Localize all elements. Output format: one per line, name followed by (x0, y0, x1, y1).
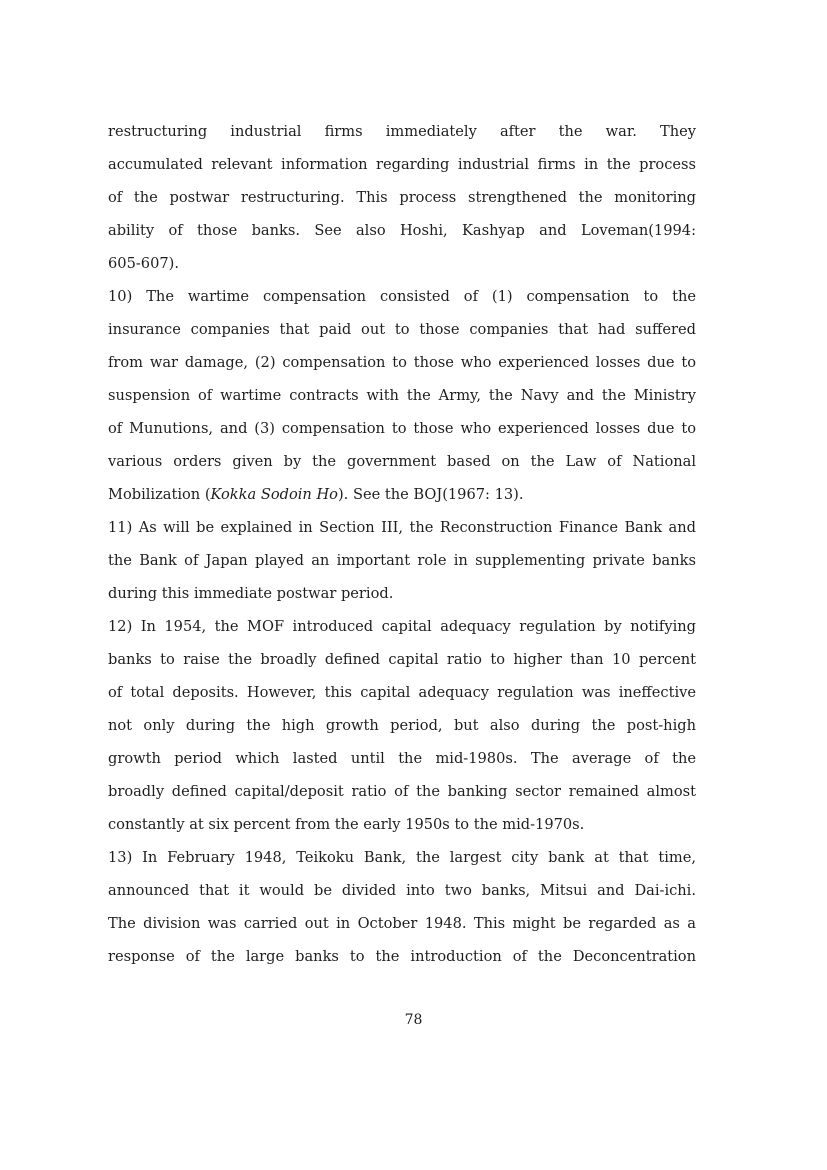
text-line: 10) The wartime compensation consisted of (1) compensation to the (108, 288, 696, 305)
text-line: not only during the high growth period, but also during the post-high (108, 717, 696, 734)
text-line: response of the large banks to the introduction of the Deconcentration (108, 948, 696, 965)
text-line: 12) In 1954, the MOF introduced capital adequacy regulation by notifying (108, 618, 696, 635)
text-line: 11) As will be explained in Section III, the Reconstruction Finance Bank and (108, 519, 696, 536)
text-line: ability of those banks. See also Hoshi, Kashyap and Loveman(1994: (108, 222, 696, 239)
text-line: various orders given by the government based on the Law of National (108, 453, 696, 470)
text-line: of total deposits. However, this capital adequacy regulation was ineffective (108, 684, 696, 701)
page-number: 78 (404, 1012, 423, 1028)
text-line: banks to raise the broadly defined capital ratio to higher than 10 percent (108, 651, 696, 668)
text-line: of Munutions, and (3) compensation to those who experienced losses due to (108, 420, 696, 437)
text-line: accumulated relevant information regarding industrial firms in the process (108, 156, 696, 173)
text-line: 13) In February 1948, Teikoku Bank, the largest city bank at that time, (108, 849, 696, 866)
text-line: growth period which lasted until the mid-1980s. The average of the (108, 750, 696, 767)
text-line: during this immediate postwar period. (108, 585, 394, 602)
text-line: restructuring industrial firms immediately after the war. They (108, 123, 696, 140)
text-line: of the postwar restructuring. This process strengthened the monitoring (108, 189, 696, 206)
italic-term: Kokka Sodoin Ho (210, 486, 338, 503)
text-line: broadly defined capital/deposit ratio of the banking sector remained almost (108, 783, 696, 800)
text-line: constantly at six percent from the early 1950s to the mid-1970s. (108, 816, 585, 833)
page-body (108, 118, 696, 976)
text-line: suspension of wartime contracts with the Army, the Navy and the Ministry (108, 387, 696, 404)
text-line: from war damage, (2) compensation to those who experienced losses due to (108, 354, 696, 371)
text-line: insurance companies that paid out to those companies that had suffered (108, 321, 696, 338)
text-line: announced that it would be divided into two banks, Mitsui and Dai-ichi. (108, 882, 696, 899)
text-line: the Bank of Japan played an important role in supplementing private banks (108, 552, 696, 569)
text-line: Mobilization (Kokka Sodoin Ho). See the BOJ(1967: 13). (108, 486, 524, 503)
text-line: The division was carried out in October 1948. This might be regarded as a (108, 915, 696, 932)
text-line: 605-607). (108, 255, 179, 272)
